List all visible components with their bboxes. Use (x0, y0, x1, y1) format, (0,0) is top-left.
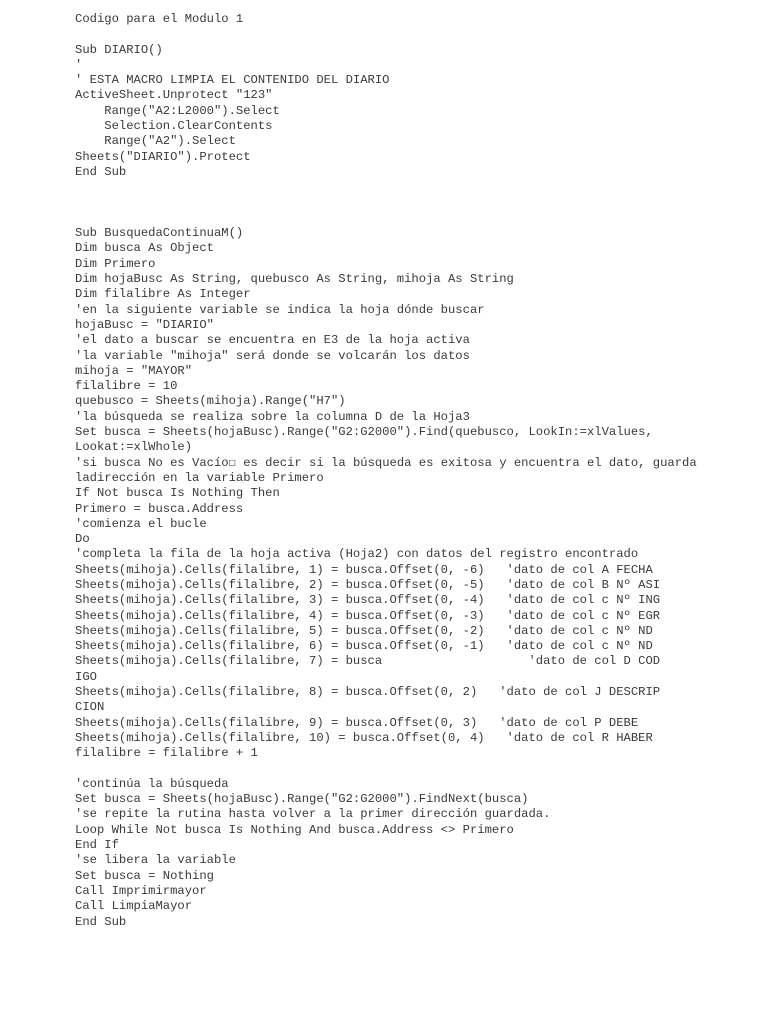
code-line: filalibre = 10 (75, 379, 178, 394)
code-line: 'completa la fila de la hoja activa (Hoja2) con datos del registro encontrado (75, 547, 639, 562)
code-line: Sheets(mihoja).Cells(filalibre, 9) = busca.Offset(0, 3) 'dato de col P DEBE (75, 715, 639, 730)
code-line: Sub DIARIO() (75, 42, 163, 57)
code-line: Loop While Not busca Is Nothing And busca.Address <> Primero (75, 822, 514, 837)
code-line: Dim filalibre As Integer (75, 287, 251, 302)
code-line: 'se libera la variable (75, 853, 236, 868)
code-line: 'si busca No es Vacío☐ es decir si la búsqueda es exitosa y encuentra el dato, guarda (75, 455, 697, 470)
code-line (75, 762, 755, 777)
code-line: 'comienza el bucle (75, 516, 207, 531)
code-line: filalibre = filalibre + 1 (75, 746, 258, 761)
code-line: Lookat:=xlWhole) (75, 440, 193, 455)
code-line: Range("A2").Select (75, 134, 236, 149)
code-line: Sheets("DIARIO").Protect (75, 149, 251, 164)
code-line: ActiveSheet.Unprotect "123" (75, 88, 273, 103)
code-line: Sheets(mihoja).Cells(filalibre, 10) = busca.Offset(0, 4) 'dato de col R HABER (75, 730, 653, 745)
code-line (75, 196, 755, 211)
code-line: Sheets(mihoja).Cells(filalibre, 4) = busca.Offset(0, -3) 'dato de col c Nº EGR (75, 608, 661, 623)
code-line: Set busca = Nothing (75, 868, 214, 883)
code-line: End If (75, 838, 119, 853)
code-line: Dim hojaBusc As String, quebusco As String, mihoja As String (75, 272, 514, 287)
code-line: End Sub (75, 164, 127, 179)
code-line: Sheets(mihoja).Cells(filalibre, 3) = busca.Offset(0, -4) 'dato de col c Nº ING (75, 593, 661, 608)
code-line: Set busca = Sheets(hojaBusc).Range("G2:G2000").Find(quebusco, LookIn:=xlValues, (75, 425, 653, 440)
code-line: 'en la siguiente variable se indica la hoja dónde buscar (75, 302, 485, 317)
code-line: hojaBusc = "DIARIO" (75, 317, 214, 332)
code-line: Sheets(mihoja).Cells(filalibre, 1) = busca.Offset(0, -6) 'dato de col A FECHA (75, 562, 653, 577)
code-line: 'la variable "mihoja" será donde se volcarán los datos (75, 348, 470, 363)
code-line: IGO (75, 669, 97, 684)
code-line: If Not busca Is Nothing Then (75, 486, 280, 501)
code-line: Sub BusquedaContinuaM() (75, 226, 244, 241)
code-line: End Sub (75, 914, 127, 929)
code-line: ladirección en la variable Primero (75, 470, 324, 485)
code-line: Dim Primero (75, 256, 156, 271)
code-line: 'el dato a buscar se encuentra en E3 de la hoja activa (75, 333, 470, 348)
code-line: Set busca = Sheets(hojaBusc).Range("G2:G2000").FindNext(busca) (75, 792, 529, 807)
code-line: ' ESTA MACRO LIMPIA EL CONTENIDO DEL DIARIO (75, 73, 390, 88)
code-line: Codigo para el Modulo 1 (75, 12, 244, 26)
code-line: Sheets(mihoja).Cells(filalibre, 7) = busca 'dato de col D COD (75, 654, 661, 669)
code-line: Sheets(mihoja).Cells(filalibre, 8) = busca.Offset(0, 2) 'dato de col J DESCRIP (75, 685, 661, 700)
code-line: Call LimpiaMayor (75, 899, 193, 914)
code-line: Primero = busca.Address (75, 501, 244, 516)
code-line: Dim busca As Object (75, 241, 214, 256)
code-line: quebusco = Sheets(mihoja).Range("H7") (75, 394, 346, 409)
code-line: CION (75, 700, 105, 715)
code-line: ' (75, 57, 83, 72)
code-line: mihoja = "MAYOR" (75, 363, 193, 378)
code-line (75, 211, 755, 226)
code-line (75, 27, 755, 42)
code-line (75, 180, 755, 195)
code-line: 'se repite la rutina hasta volver a la primer dirección guardada. (75, 807, 551, 822)
code-line: Selection.ClearContents (75, 119, 273, 134)
code-line: Sheets(mihoja).Cells(filalibre, 2) = busca.Offset(0, -5) 'dato de col B Nº ASI (75, 577, 661, 592)
code-line: 'la búsqueda se realiza sobre la columna D de la Hoja3 (75, 409, 470, 424)
code-line: Sheets(mihoja).Cells(filalibre, 6) = busca.Offset(0, -1) 'dato de col c Nº ND (75, 639, 653, 654)
code-line: Call Imprimirmayor (75, 883, 207, 898)
code-listing (75, 12, 755, 930)
code-line: 'continúa la búsqueda (75, 776, 229, 791)
code-line: Do (75, 532, 90, 547)
code-line: Range("A2:L2000").Select (75, 103, 280, 118)
code-line: Sheets(mihoja).Cells(filalibre, 5) = busca.Offset(0, -2) 'dato de col c Nº ND (75, 623, 653, 638)
